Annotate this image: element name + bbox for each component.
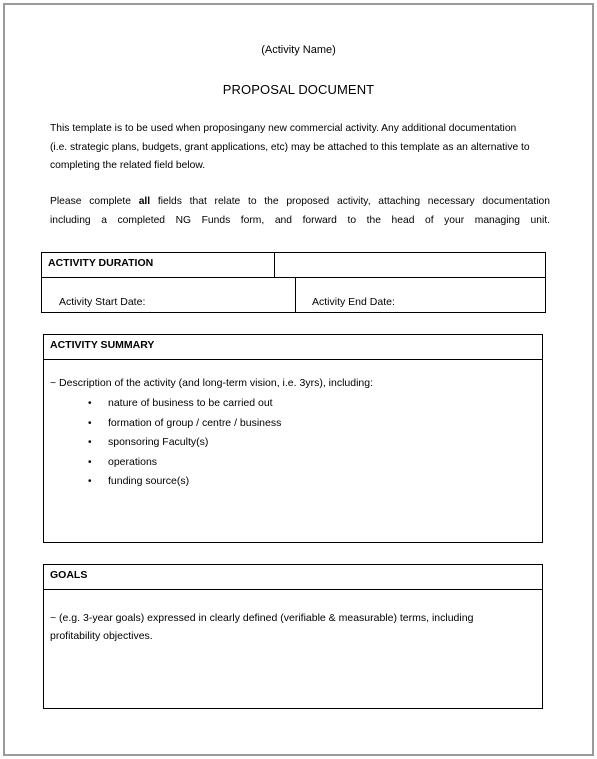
duration-header-row	[42, 253, 545, 278]
duration-header-divider	[274, 253, 275, 277]
duration-heading: ACTIVITY DURATION	[48, 257, 154, 269]
bullet-icon: •	[88, 476, 92, 488]
instructions-line-2: including a completed NG Funds form, and forward to the head of your managing unit.	[50, 214, 550, 226]
goals-line-2: profitability objectives.	[50, 630, 153, 642]
list-item-text: operations	[108, 455, 158, 468]
intro-line-3: completing the related field below.	[50, 160, 206, 171]
instructions-bold-all: all	[138, 196, 151, 207]
end-date-label: Activity End Date:	[312, 296, 395, 308]
instructions-text-before: Please complete	[50, 196, 139, 207]
list-item	[88, 472, 281, 492]
goals-box	[43, 564, 543, 709]
intro-paragraph	[50, 120, 550, 176]
instructions-paragraph	[50, 193, 550, 230]
list-item	[88, 453, 281, 473]
summary-description: ~ Description of the activity (and long-term vision, i.e. 3yrs), including:	[50, 377, 374, 389]
bullet-icon: •	[88, 417, 92, 429]
goals-line-1: ~ (e.g. 3-year goals) expressed in clearly defined (verifiable & measurable) terms, including	[50, 612, 474, 624]
list-item-text: formation of group / centre / business	[108, 416, 282, 429]
summary-header	[44, 335, 542, 360]
goals-header	[44, 565, 542, 590]
activity-name: (Activity Name)	[261, 44, 336, 56]
duration-dates-divider	[295, 277, 296, 313]
instructions-text-after: fields that relate to the proposed activity, attaching necessary documentation	[150, 196, 550, 207]
instructions-line-1	[50, 193, 550, 212]
activity-duration-table	[41, 252, 546, 313]
page-title: PROPOSAL DOCUMENT	[222, 82, 375, 97]
bullet-icon: •	[88, 456, 92, 468]
list-item-text: funding source(s)	[108, 475, 190, 488]
activity-summary-box	[43, 334, 543, 543]
intro-line-2: (i.e. strategic plans, budgets, grant applications, etc) may be attached to this template as an alternative to	[50, 141, 530, 153]
list-item	[88, 433, 281, 453]
bullet-icon: •	[88, 398, 92, 409]
start-date-label: Activity Start Date:	[59, 296, 146, 308]
list-item	[88, 394, 281, 414]
list-item-text: sponsoring Faculty(s)	[108, 436, 209, 449]
goals-text	[50, 609, 536, 645]
intro-line-1: This template is to be used when proposingany new commercial activity. Any additional documentation	[50, 123, 517, 134]
list-item-text: nature of business to be carried out	[108, 397, 273, 409]
summary-heading: ACTIVITY SUMMARY	[50, 339, 155, 351]
bullet-icon: •	[88, 437, 92, 449]
summary-bullet-list	[88, 394, 281, 492]
goals-heading: GOALS	[50, 569, 88, 581]
list-item	[88, 414, 281, 434]
